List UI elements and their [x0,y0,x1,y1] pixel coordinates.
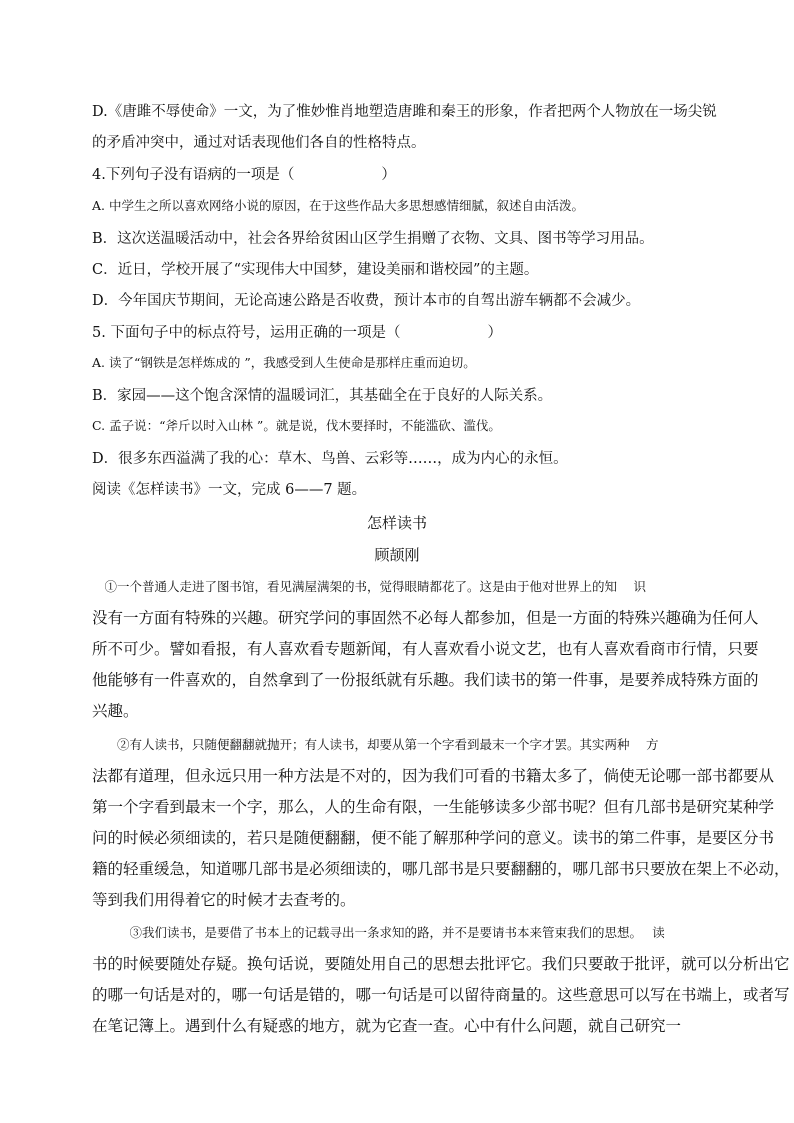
question-4-stem: 4.下列句子没有语病的一项是（ ） [92,167,396,183]
paragraph-1-line-2: 没有一方面有特殊的兴趣。研究学问的事固然不必每人都参加，但是一方面的特殊兴趣确为任何人 [92,609,759,627]
paragraph-2-line-6: 等到我们用得着它的时候才去查考的。 [92,891,356,909]
question-4-option-d: D．今年国庆节期间，无论高速公路是否收费，预计本市的自驾出游车辆都不会减少。 [92,293,641,309]
article-author: 顾颉刚 [374,546,420,564]
question-5-stem: 5. 下面句子中的标点符号，运用正确的一项是（ ） [92,325,502,341]
q3-option-d-line-2: 的矛盾冲突中，通过对话表现他们各自的性格特点。 [92,135,426,151]
paragraph-1-line-5: 兴趣。 [92,702,139,720]
question-4-option-a: A. 中学生之所以喜欢网络小说的原因，在于这些作品大多思想感情细腻，叙述自由活泼。 [92,198,584,213]
paragraph-3-line-1: ③我们读书，是要借了书本上的记载寻出一条求知的路，并不是要请书本来管束我们的思想。 读 [92,925,665,940]
paragraph-3-line-3: 的哪一句话是对的，哪一句话是错的，哪一句话是可以留待商量的。这些意思可以写在书端上，或者写 [92,986,790,1004]
question-4-option-b: B．这次送温暖活动中，社会各界给贫困山区学生捐赠了衣物、文具、图书等学习用品。 [92,231,654,247]
paragraph-3-line-2: 书的时候要随处存疑。换句话说，要随处用自己的思想去批评它。我们只要敢于批评，就可以分析出它 [92,955,790,973]
paragraph-2-line-4: 问的时候必须细读的，若只是随便翻翻，便不能了解那种学问的意义。读书的第二件事，是要区分书 [92,829,775,847]
article-title: 怎样读书 [366,514,427,532]
question-4-option-c: C．近日，学校开展了“实现伟大中国梦，建设美丽和谐校园”的主题。 [92,262,539,278]
paragraph-2-line-5: 籍的轻重缓急，知道哪几部书是必须细读的，哪几部书是只要翻翻的，哪几部书只要放在架上不必动， [92,860,790,878]
paragraph-1-line-1: ①一个普通人走进了图书馆，看见满屋满架的书，觉得眼睛都花了。这是由于他对世界上的知 识 [92,579,646,594]
reading-instructions: 阅读《怎样读书》一文，完成 6——7 题。 [92,482,367,498]
paragraph-3-line-4: 在笔记簿上。遇到什么有疑惑的地方，就为它查一查。心中有什么问题，就自己研究一 [92,1017,682,1035]
paragraph-1-line-4: 他能够有一件喜欢的，自然拿到了一份报纸就有乐趣。我们读书的第一件事，是要养成特殊方面的 [92,671,759,689]
question-5-option-a: A. 读了“钢铁是怎样炼成的 ”，我感受到人生使命是那样庄重而迫切。 [92,355,476,370]
question-5-option-c: C. 孟子说：“斧斤以时入山林 ”。就是说，伐木要择时，不能滥砍、滥伐。 [92,418,501,433]
question-5-option-b: B．家园——这个饱含深情的温暖词汇，其基础全在于良好的人际关系。 [92,388,553,404]
paragraph-1-line-3: 所不可少。譬如看报，有人喜欢看专题新闻，有人喜欢看小说文艺，也有人喜欢看商市行情，只要 [92,640,759,658]
paragraph-2-line-3: 第一个字看到最末一个字，那么，人的生命有限，一生能够读多少部书呢？但有几部书是研究某种学 [92,798,775,816]
q3-option-d-line-1: D.《唐雎不辱使命》一文，为了惟妙惟肖地塑造唐雎和秦王的形象，作者把两个人物放在一场尖锐 [92,104,717,120]
paragraph-2-line-2: 法都有道理，但永远只用一种方法是不对的，因为我们可看的书籍太多了，倘使无论哪一部书都要从 [92,767,775,785]
question-5-option-d: D．很多东西溢满了我的心：草木、鸟兽、云彩等……，成为内心的永恒。 [92,451,568,467]
paragraph-2-line-1: ②有人读书，只随便翻翻就抛开；有人读书，却要从第一个字看到最末一个字才罢。其实两种 方 [92,737,659,752]
